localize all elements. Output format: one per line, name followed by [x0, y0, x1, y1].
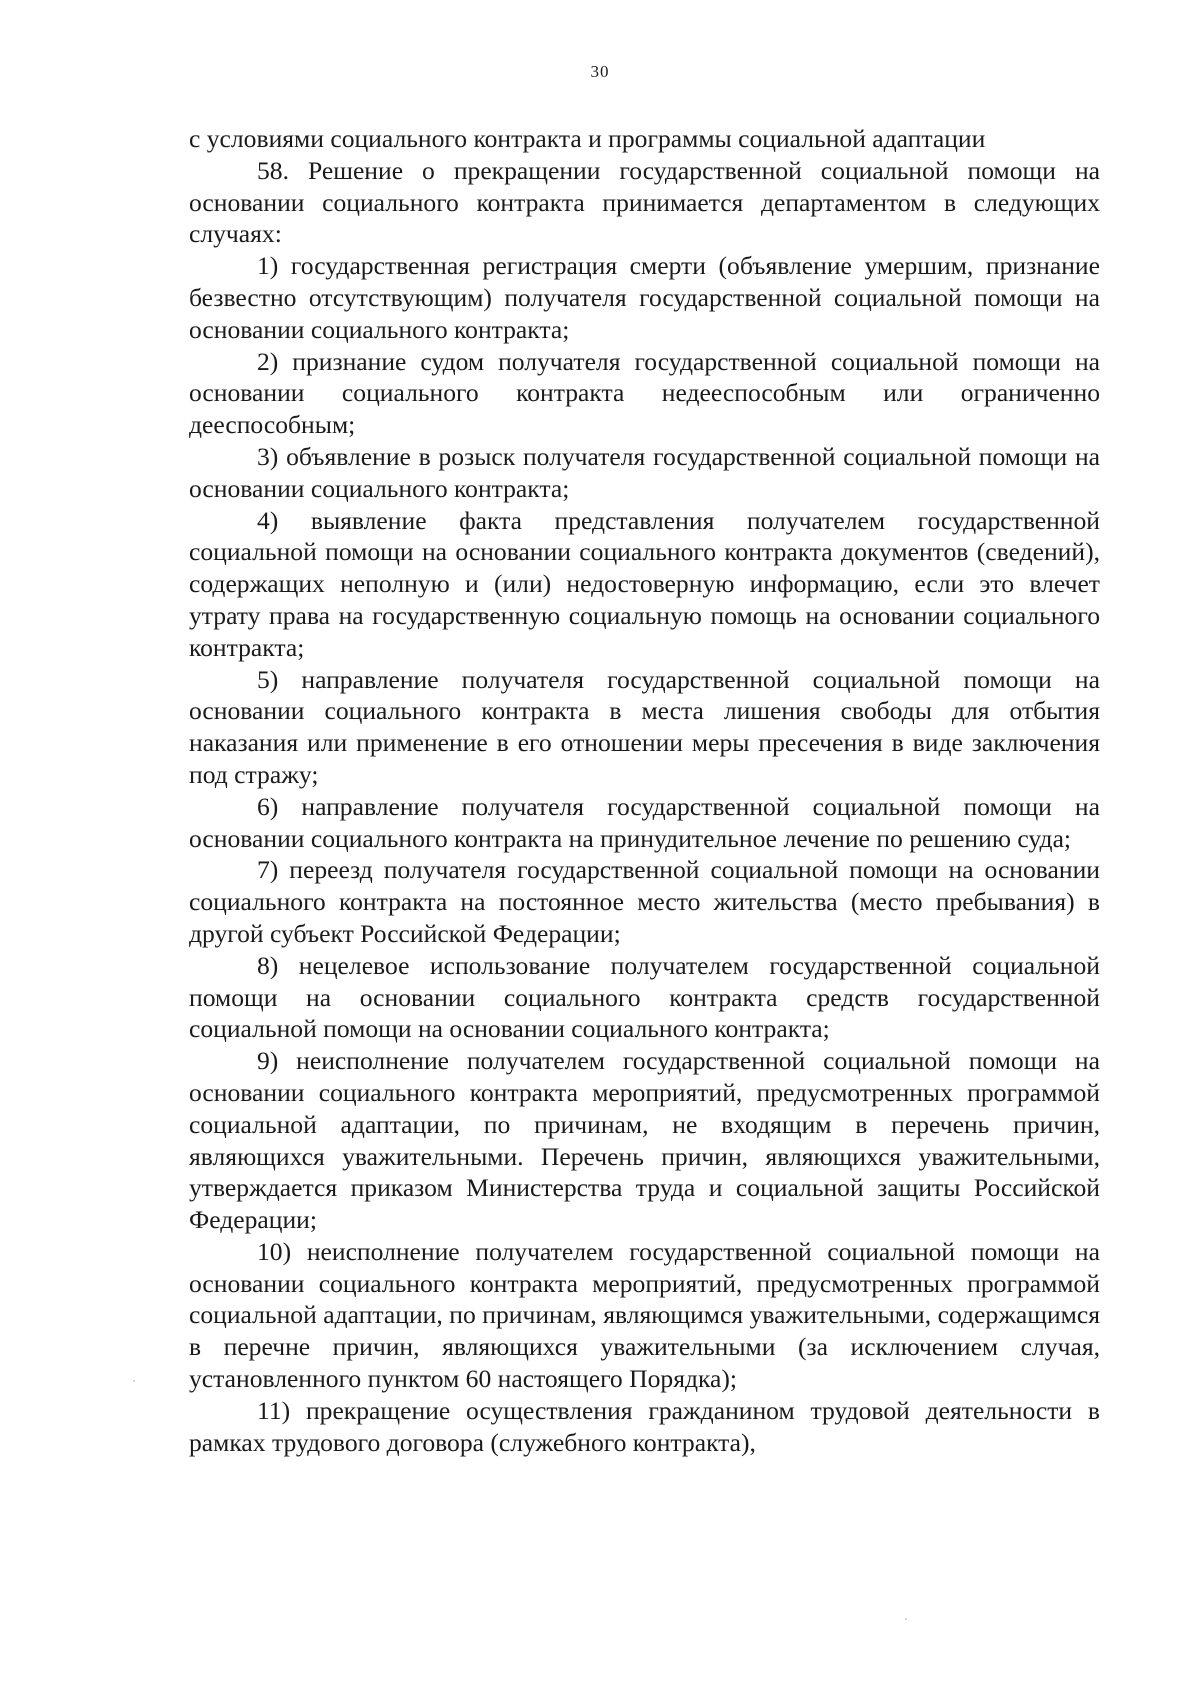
- paragraph-item-3: 3) объявление в розыск получателя государственной социальной помощи на основании социального контракта;: [189, 441, 1100, 503]
- paragraph-item-10: 10) неисполнение получателем государственной социальной помощи на основании социального контракта мероприятий, предусмотренных программой социальной адаптации, по причинам, являющимся уважительными, содержащимся в перечне причин, являющихся уважительными (за исключением случая, установленного пунктом 60 настоящего Порядка);: [189, 1236, 1100, 1394]
- paragraph-continuation: с условиями социального контракта и программы социальной адаптации: [189, 124, 986, 153]
- paragraph-item-11: 11) прекращение осуществления гражданином трудовой деятельности в рамках трудового договора (служебного контракта),: [189, 1395, 1100, 1457]
- paragraph-item-9: 9) неисполнение получателем государственной социальной помощи на основании социального контракта мероприятий, предусмотренных программой социальной адаптации, по причинам, не входящим в перечень причин, являющихся уважительными. Перечень причин, являющихся уважительными, утверждается приказом Министерства труда и социальной защиты Российской Федерации;: [189, 1046, 1100, 1235]
- paragraph-item-2: 2) признание судом получателя государственной социальной помощи на основании социального контракта недееспособным или ограниченно дееспособным;: [189, 346, 1100, 440]
- scan-speck: [905, 1618, 907, 1620]
- paragraph-item-7: 7) переезд получателя государственной социальной помощи на основании социального контракта на постоянное место жительства (место пребывания) в другой субъект Российской Федерации;: [189, 855, 1100, 948]
- paragraph-item-5: 5) направление получателя государственной социальной помощи на основании социального контракта в места лишения свободы для отбытия наказания или применение в его отношении меры пресечения в виде заключения под стражу;: [189, 664, 1100, 789]
- paragraph-item-4: 4) выявление факта представления получателем государственной социальной помощи на основании социального контракта документов (сведений), содержащих неполную и (или) недостоверную информацию, если это влечет утрату права на государственную социальную помощь на основании социального контракта;: [189, 505, 1100, 662]
- document-body: [189, 123, 1100, 1458]
- paragraph-item-1: 1) государственная регистрация смерти (объявление умершим, признание безвестно отсутствующим) получателя государственной социальной помощи на основании социального контракта;: [189, 251, 1100, 344]
- paragraph-item-8: 8) нецелевое использование получателем государственной социальной помощи на основании социального контракта средств государственной социальной помощи на основании социального контракта;: [189, 950, 1100, 1044]
- scan-speck: [133, 1380, 135, 1382]
- page-number: 30: [590, 62, 610, 81]
- paragraph-item-6: 6) направление получателя государственной социальной помощи на основании социального контракта на принудительное лечение по решению суда;: [189, 791, 1100, 853]
- paragraph-clause-58: 58. Решение о прекращении государственной социальной помощи на основании социального контракта принимается департаментом в следующих случаях:: [189, 155, 1100, 249]
